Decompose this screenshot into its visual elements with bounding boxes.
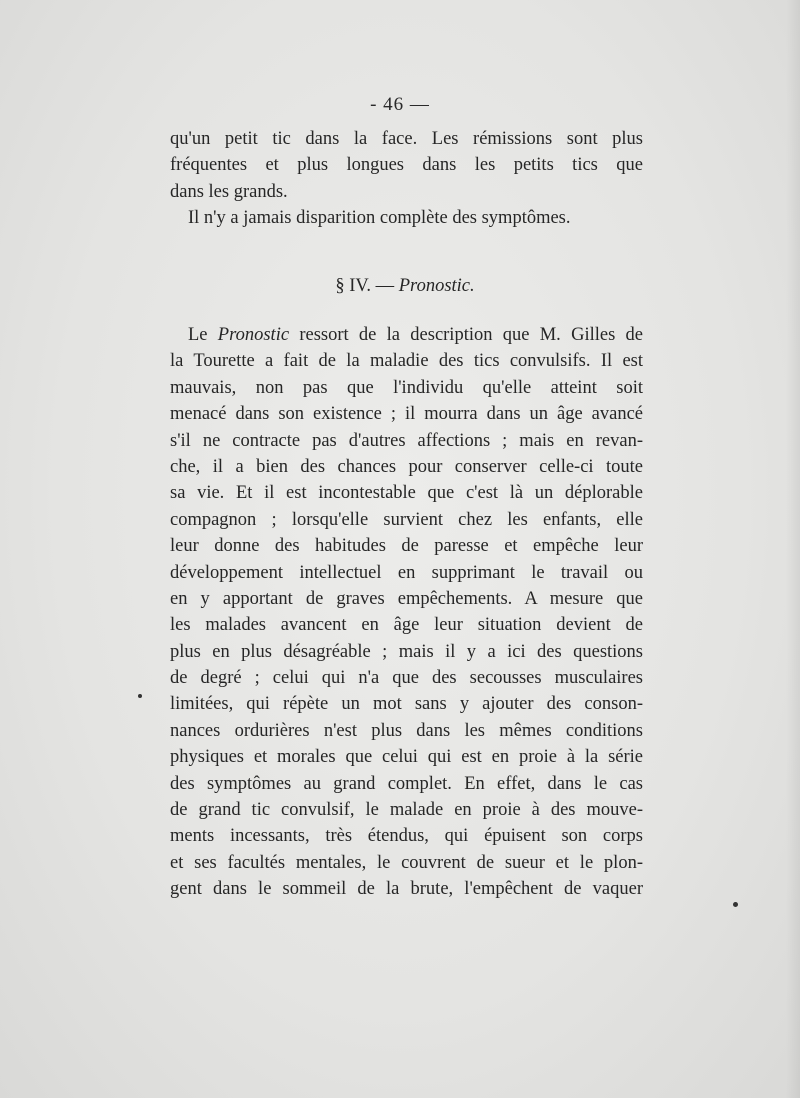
text-line: sa vie. Et il est incontestable que c'est là un déplorable [170, 483, 643, 504]
text-block-top [170, 126, 643, 232]
text-line: leur donne des habitudes de paresse et empêche leur [170, 536, 643, 557]
text-line: de grand tic convulsif, le malade en proie à des mouve- [170, 800, 643, 821]
line-prefix: Le [188, 325, 218, 345]
text-line: che, il a bien des chances pour conserver celle-ci toute [170, 456, 643, 477]
section-heading-prefix: § IV. — [335, 276, 399, 296]
text-line: gent dans le sommeil de la brute, l'empêchent de vaquer [170, 879, 643, 900]
text-block-pronostic [170, 322, 643, 903]
section-heading [0, 274, 800, 298]
section-heading-title: Pronostic. [398, 276, 475, 296]
text-line: limitées, qui répète un mot sans y ajouter des conson- [170, 694, 643, 715]
text-line: dans les grands. [170, 181, 288, 202]
text-line: Il n'y a jamais disparition complète des symptômes. [188, 208, 571, 229]
page-number: - 46 — [370, 94, 430, 115]
text-line: en y apportant de graves empêchements. A mesure que [170, 588, 643, 609]
text-line: de degré ; celui qui n'a que des secousses musculaires [170, 668, 643, 689]
text-line: qu'un petit tic dans la face. Les rémissions sont plus [170, 129, 643, 149]
text-line: menacé dans son existence ; il mourra dans un âge avancé [170, 404, 643, 425]
text-line: mauvais, non pas que l'individu qu'elle atteint soit [170, 377, 643, 398]
text-line: et ses facultés mentales, le couvrent de sueur et le plon- [170, 852, 643, 873]
line-rest: ressort de la description que M. Gilles de [289, 325, 644, 345]
text-line: la Tourette a fait de la maladie des tics convulsifs. Il est [170, 351, 643, 372]
text-line: ments incessants, très étendus, qui épuisent son corps [170, 826, 643, 847]
line-italic-term: Pronostic [217, 325, 290, 345]
text-line: compagnon ; lorsqu'elle survient chez les enfants, elle [170, 509, 643, 530]
text-line: plus en plus désagréable ; mais il y a ici des questions [170, 641, 643, 662]
page-edge-shadow [786, 0, 800, 1098]
text-line: nances ordurières n'est plus dans les mêmes conditions [170, 720, 643, 741]
text-line: développement intellectuel en supprimant le travail ou [170, 562, 643, 583]
text-line-first [170, 322, 643, 348]
text-line: des symptômes au grand complet. En effet, dans le cas [170, 773, 643, 794]
text-line: les malades avancent en âge leur situation devient de [170, 615, 643, 636]
text-line: s'il ne contracte pas d'autres affections ; mais en revan- [170, 430, 643, 451]
text-line: fréquentes et plus longues dans les petits tics que [170, 155, 643, 176]
ink-speck [138, 694, 142, 698]
ink-speck [733, 902, 738, 907]
text-line: physiques et morales que celui qui est en proie à la série [170, 747, 643, 768]
